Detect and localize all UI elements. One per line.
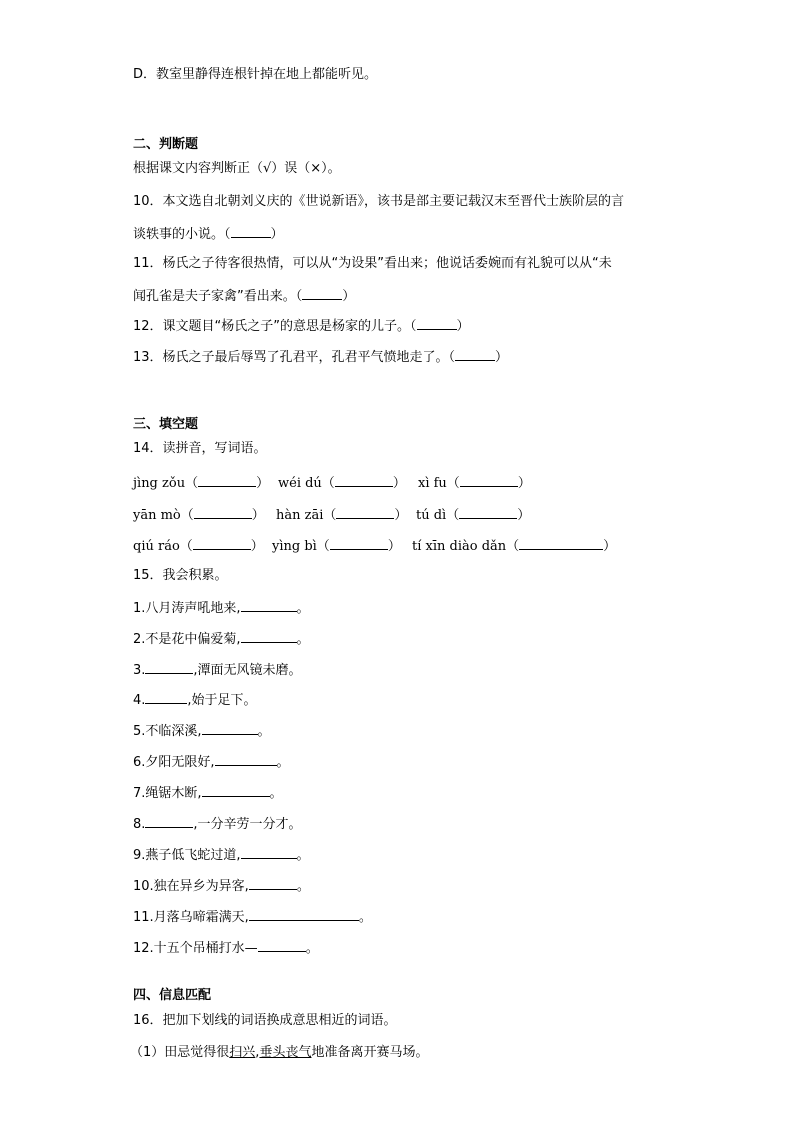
answer-blank[interactable]	[145, 660, 193, 674]
answer-blank[interactable]	[336, 505, 394, 519]
pinyin-item: hàn zāi（ ）	[276, 505, 407, 525]
fill-item: 9.燕子低飞蛇过道, 。	[133, 845, 310, 865]
answer-blank[interactable]	[249, 907, 359, 921]
answer-blank[interactable]	[241, 629, 297, 643]
underlined-word: 垂头丧气	[259, 1045, 312, 1060]
option-d: D．教室里静得连根针掉在地上都能听见。	[133, 67, 378, 82]
answer-blank[interactable]	[330, 536, 388, 550]
answer-blank[interactable]	[215, 752, 277, 766]
pinyin-item: yān mò（ ）	[133, 505, 265, 525]
judgement-instruction: 根据课文内容判断正（√）误（×）。	[133, 161, 341, 176]
fill-item: 5.不临深溪, 。	[133, 721, 271, 741]
answer-blank[interactable]	[198, 473, 256, 487]
pinyin-item: qiú ráo（ ）	[133, 536, 264, 556]
answer-blank[interactable]	[241, 598, 297, 612]
answer-blank[interactable]	[459, 505, 517, 519]
question-10-line2: 谈轶事的小说。（ ）	[133, 224, 284, 244]
question-13: 13．杨氏之子最后辱骂了孔君平，孔君平气愤地走了。（ ）	[133, 347, 508, 367]
underlined-word: 扫兴	[229, 1045, 256, 1060]
answer-blank[interactable]	[202, 721, 258, 735]
pinyin-item: tí xīn diào dǎn（ ）	[412, 536, 616, 556]
question-16: 16．把加下划线的词语换成意思相近的词语。	[133, 1013, 397, 1028]
answer-blank[interactable]	[460, 473, 518, 487]
pinyin-item: wéi dú（ ）	[278, 473, 406, 493]
answer-blank[interactable]	[145, 690, 187, 704]
fill-item: 11.月落乌啼霜满天, 。	[133, 907, 372, 927]
question-11-line1: 11．杨氏之子待客很热情，可以从“为设果”看出来；他说话委婉而有礼貌可以从“未	[133, 256, 612, 271]
fill-item: 1.八月涛声吼地来, 。	[133, 598, 310, 618]
fill-item: 4. ,始于足下。	[133, 690, 257, 710]
section-title-fill: 三、填空题	[133, 417, 199, 432]
section-title-judgement: 二、判断题	[133, 137, 199, 152]
fill-item: 6.夕阳无限好, 。	[133, 752, 290, 772]
question-16-sub1: （1）田忌觉得很扫兴,垂头丧气地准备离开赛马场。	[130, 1045, 429, 1060]
pinyin-item: jìng zǒu（ ）	[133, 473, 269, 493]
answer-blank[interactable]	[145, 814, 193, 828]
fill-item: 8. ,一分辛劳一分才。	[133, 814, 302, 834]
question-15: 15．我会积累。	[133, 568, 228, 583]
fill-item: 3. ,潭面无风镜未磨。	[133, 660, 302, 680]
answer-blank[interactable]	[241, 845, 297, 859]
answer-blank[interactable]	[193, 536, 251, 550]
answer-blank[interactable]	[258, 938, 306, 952]
answer-blank[interactable]	[231, 224, 271, 238]
answer-blank[interactable]	[249, 876, 297, 890]
question-10-line1: 10．本文选自北朝刘义庆的《世说新语》，该书是部主要记载汉末至晋代士族阶层的言	[133, 194, 625, 209]
pinyin-item: tú dì（ ）	[416, 505, 530, 525]
fill-item: 10.独在异乡为异客, 。	[133, 876, 310, 896]
answer-blank[interactable]	[335, 473, 393, 487]
answer-blank[interactable]	[194, 505, 252, 519]
answer-blank[interactable]	[519, 536, 603, 550]
fill-item: 12.十五个吊桶打水— 。	[133, 938, 319, 958]
answer-blank[interactable]	[302, 286, 342, 300]
pinyin-item: yìng bì（ ）	[272, 536, 401, 556]
fill-item: 2.不是花中偏爱菊, 。	[133, 629, 310, 649]
answer-blank[interactable]	[455, 347, 495, 361]
section-title-matching: 四、信息匹配	[133, 988, 212, 1003]
question-14: 14．读拼音，写词语。	[133, 441, 267, 456]
question-12: 12．课文题目“杨氏之子”的意思是杨家的儿子。（ ）	[133, 316, 470, 336]
answer-blank[interactable]	[202, 783, 270, 797]
fill-item: 7.绳锯木断, 。	[133, 783, 283, 803]
pinyin-item: xì fu（ ）	[418, 473, 531, 493]
question-11-line2: 闻孔雀是夫子家禽”看出来。（ ）	[133, 286, 355, 306]
answer-blank[interactable]	[417, 316, 457, 330]
